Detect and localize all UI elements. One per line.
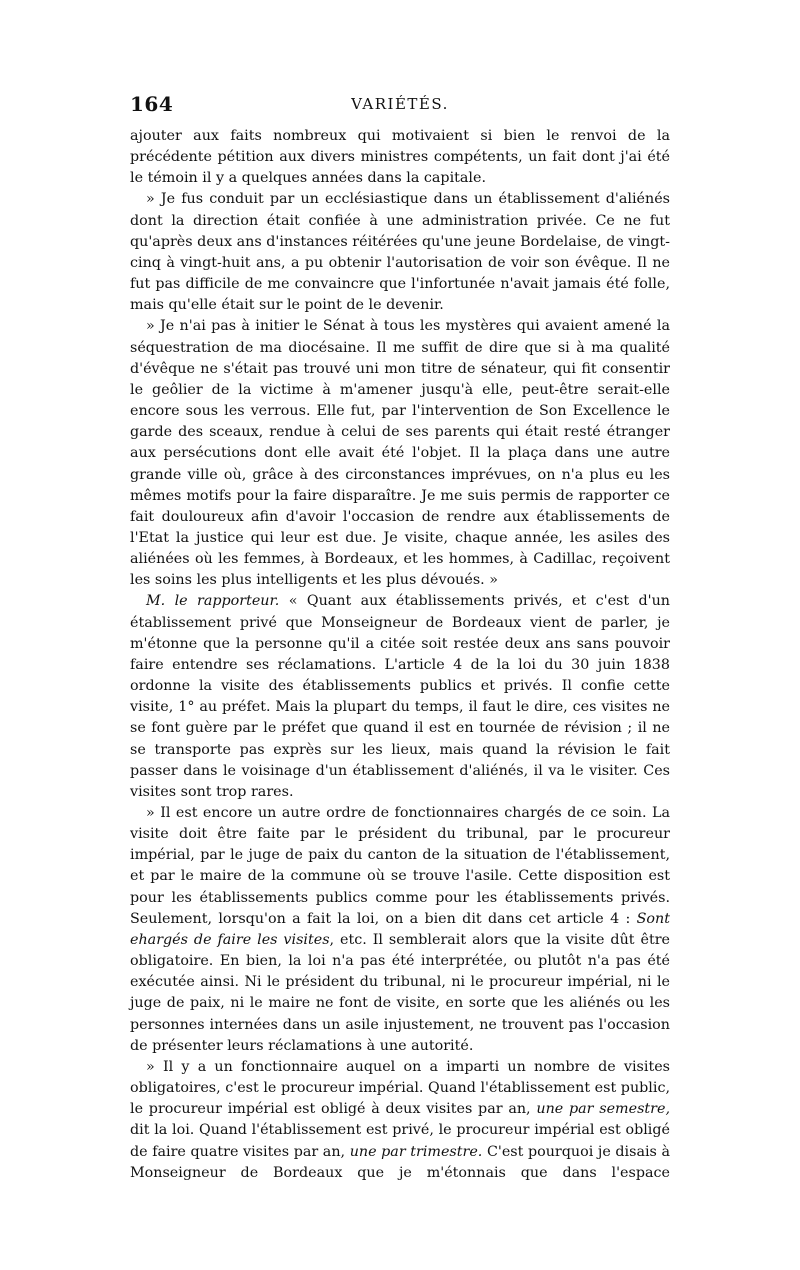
italic-quote: Sont ehargés de faire les visites <box>130 910 670 948</box>
italic-quote: une par semestre, <box>536 1101 670 1118</box>
paragraph: M. le rapporteur. « Quant aux établissements privés, et c'est d'un établissement privé que Monseigneur de Bordeaux vient de parler, je m'étonne que la personne qu'il a citée soit restée deux ans sans pouvoir faire entendre ses réclamations. L'article 4 de la loi du 30 juin 1838 ordonne la visite des établissements publics et privés. Il confie cette visite, 1° au préfet. Mais la plupart du temps, il faut le dire, ces visites ne se font guère par le préfet que quand il est en tournée de révision ; il ne se transporte pas exprès sur les lieux, mais quand la révision le fait passer dans le voisinage d'un établissement d'aliénés, il va le visiter. Ces visites sont trop rares. <box>130 593 671 800</box>
paragraph: ajouter aux faits nombreux qui motivaient si bien le renvoi de la précédente pétition aux divers ministres compétents, un fait dont j'ai été le témoin il y a quelques années dans la capitale. <box>130 128 670 187</box>
paragraph: » Il est encore un autre ordre de fonctionnaires chargés de ce soin. La visite doit être faite par le président du tribunal, par le procureur impérial, par le juge de paix du canton de la situation de l'établissement, et par le maire de la commune où se trouve l'asile. Cette disposition est pour les établissements publics comme pour les établissements privés. Seulement, lorsqu'on a fait la loi, on a bien dit dans cet article 4 : Sont ehargés de faire les visites, etc. Il semblerait alors que la visite dût être obligatoire. En bien, la loi n'a pas été interprétée, ou plutôt n'a pas été exécutée ainsi. Ni le président du tribunal, ni le procureur impérial, ni le juge de paix, ni le maire ne font de visite, en sorte que les aliénés ou les personnes internées dans un asile injustement, ne trouvent pas l'occasion de présenter leurs réclamations à une autorité. <box>130 805 670 1054</box>
book-page <box>130 92 670 1184</box>
running-title: VARIÉTÉS. <box>351 95 449 113</box>
page-number: 164 <box>130 92 174 116</box>
paragraph: » Je n'ai pas à initier le Sénat à tous les mystères qui avaient amené la séquestration de ma diocésaine. Il me suffit de dire que si à ma qualité d'évêque ne s'était pas trouvé uni mon titre de sénateur, qui fit consentir le geôlier de la victime à m'amener jusqu'à elle, peut-être serait-elle encore sous les verrous. Elle fut, par l'intervention de Son Excellence le garde des sceaux, rendue à celui de ses parents qui était resté étranger aux persécutions dont elle avait été l'objet. Il la plaça dans une autre grande ville où, grâce à des circonstances imprévues, on n'a plus eu les mêmes motifs pour la faire disparaître. Je me suis permis de rapporter ce fait douloureux afin d'avoir l'occasion de rendre aux établissements de l'Etat la justice qui leur est due. Je visite, chaque année, les asiles des aliénées où les femmes, à Bordeaux, et les hommes, à Cadillac, reçoivent les soins les plus intelligents et les plus dévoués. » <box>130 318 670 589</box>
paragraph: » Il y a un fonctionnaire auquel on a imparti un nombre de visites obligatoires, c'est le procureur impérial. Quand l'établissement est public, le procureur impérial est obligé à deux visites par an, une par semestre, dit la loi. Quand l'établissement est privé, le procureur impérial est obligé de faire quatre visites par an, une par trimestre. C'est pourquoi je disais à Monseigneur de Bordeaux que je m'étonnais que dans l'espace <box>130 1058 671 1181</box>
body-text <box>130 126 670 1184</box>
speaker-label: M. le rapporteur. <box>146 593 280 610</box>
italic-quote: une par trimestre. <box>349 1143 483 1160</box>
page-header <box>130 92 670 126</box>
paragraph: » Je fus conduit par un ecclésiastique dans un établissement d'aliénés dont la direction était confiée à une administration privée. Ce ne fut qu'après deux ans d'instances réitérées qu'une jeune Bordelaise, de vingt-cinq à vingt-huit ans, a pu obtenir l'autorisation de voir son évêque. Il ne fut pas difficile de me convaincre que l'infortunée n'avait jamais été folle, mais qu'elle était sur le point de le devenir. <box>130 191 670 314</box>
